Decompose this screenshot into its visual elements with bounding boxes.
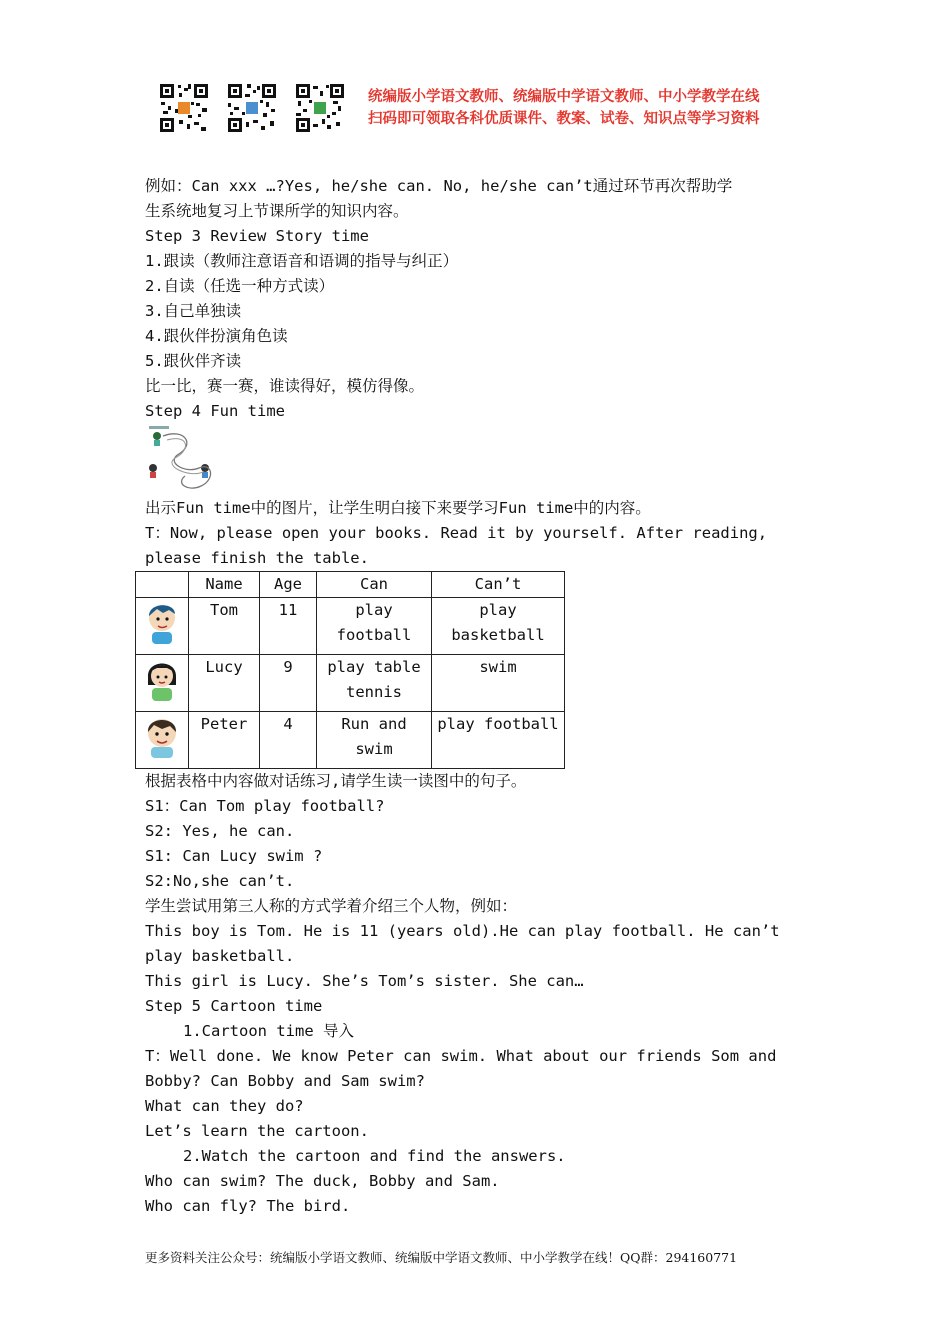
- table-row: [136, 712, 565, 769]
- text-line: S1：Can Tom play football?: [145, 797, 385, 815]
- peter-avatar: [136, 712, 189, 769]
- text-line: Who can swim? The duck, Bobby and Sam.: [145, 1172, 500, 1190]
- row-name: Tom: [189, 598, 260, 655]
- row-can: play football: [317, 598, 432, 655]
- row-age: 4: [260, 712, 317, 769]
- text-line: Bobby? Can Bobby and Sam swim?: [145, 1072, 425, 1090]
- text-line: 生系统地复习上节课所学的知识内容。: [145, 202, 409, 220]
- table-row: [136, 598, 565, 655]
- row-name: Lucy: [189, 655, 260, 712]
- text-line: This boy is Tom. He is 11 (years old).He can play football. He can’t: [145, 922, 780, 940]
- text-line: 2.自读（任选一种方式读）: [145, 277, 335, 295]
- row-cant: play basketball: [432, 598, 565, 655]
- text-line: 出示Fun time中的图片，让学生明白接下来要学习Fun time中的内容。: [145, 499, 651, 517]
- row-age: 9: [260, 655, 317, 712]
- table-header-name: Name: [189, 572, 260, 598]
- text-line: 2.Watch the cartoon and find the answers.: [183, 1147, 566, 1165]
- banner-line-2: 扫码即可领取各科优质课件、教案、试卷、知识点等学习资料: [368, 111, 760, 127]
- text-line: 4.跟伙伴扮演角色读: [145, 327, 288, 345]
- row-age: 11: [260, 598, 317, 655]
- text-line: 根据表格中内容做对话练习,请学生读一读图中的句子。: [145, 772, 527, 790]
- table-header-age: Age: [260, 572, 317, 598]
- text-line: Let’s learn the cartoon.: [145, 1122, 369, 1140]
- row-can: play table tennis: [317, 655, 432, 712]
- text-line: play basketball.: [145, 947, 295, 965]
- mid-section: [145, 496, 813, 571]
- text-line: 比一比，赛一赛，谁读得好，模仿得像。: [145, 377, 425, 395]
- table-header-can: Can: [317, 572, 432, 598]
- fun-time-table: [135, 571, 565, 769]
- document-body: [145, 174, 813, 1219]
- bottom-section: [145, 769, 813, 1219]
- qr-code-1: [158, 82, 210, 134]
- banner-text: [368, 86, 760, 130]
- row-can: Run and swim: [317, 712, 432, 769]
- table-header-blank: [136, 572, 189, 598]
- table-row: [136, 655, 565, 712]
- text-line: Step 3 Review Story time: [145, 227, 369, 245]
- text-line: 1.Cartoon time 导入: [183, 1022, 354, 1040]
- lucy-avatar: [136, 655, 189, 712]
- text-line: S2:No,she can’t.: [145, 872, 295, 890]
- text-line: 学生尝试用第三人称的方式学着介绍三个人物，例如：: [145, 897, 518, 915]
- row-cant: play football: [432, 712, 565, 769]
- text-line: What can they do?: [145, 1097, 304, 1115]
- row-name: Peter: [189, 712, 260, 769]
- text-line: Step 4 Fun time: [145, 402, 285, 420]
- text-line: please finish the table.: [145, 549, 369, 567]
- text-line: T：Well done. We know Peter can swim. What about our friends Som and: [145, 1047, 777, 1065]
- qr-code-2: [226, 82, 278, 134]
- text-line: This girl is Lucy. She’s Tom’s sister. She can…: [145, 972, 584, 990]
- text-line: Step 5 Cartoon time: [145, 997, 323, 1015]
- header: [158, 80, 760, 136]
- text-line: S1: Can Lucy swim ?: [145, 847, 323, 865]
- text-line: Who can fly? The bird.: [145, 1197, 351, 1215]
- table-header-row: [136, 572, 565, 598]
- footer-note: 更多资料关注公众号：统编版小学语文教师、统编版中学语文教师、中小学教学在线！QQ群：294160771: [145, 1250, 738, 1265]
- qr-code-3: [294, 82, 346, 134]
- row-cant: swim: [432, 655, 565, 712]
- text-line: 3.自己单独读: [145, 302, 242, 320]
- text-line: T：Now, please open your books. Read it by yourself. After reading,: [145, 524, 768, 542]
- text-line: 5.跟伙伴齐读: [145, 352, 242, 370]
- top-section: [145, 174, 813, 424]
- table-header-cant: Can’t: [432, 572, 565, 598]
- text-line: S2: Yes, he can.: [145, 822, 295, 840]
- banner-line-1: 统编版小学语文教师、统编版中学语文教师、中小学教学在线: [368, 89, 760, 105]
- fun-time-illustration: [145, 424, 813, 496]
- text-line: 例如：Can xxx …?Yes, he/she can. No, he/she can’t通过环节再次帮助学: [145, 177, 733, 195]
- text-line: 1.跟读（教师注意语音和语调的指导与纠正）: [145, 252, 459, 270]
- tom-avatar: [136, 598, 189, 655]
